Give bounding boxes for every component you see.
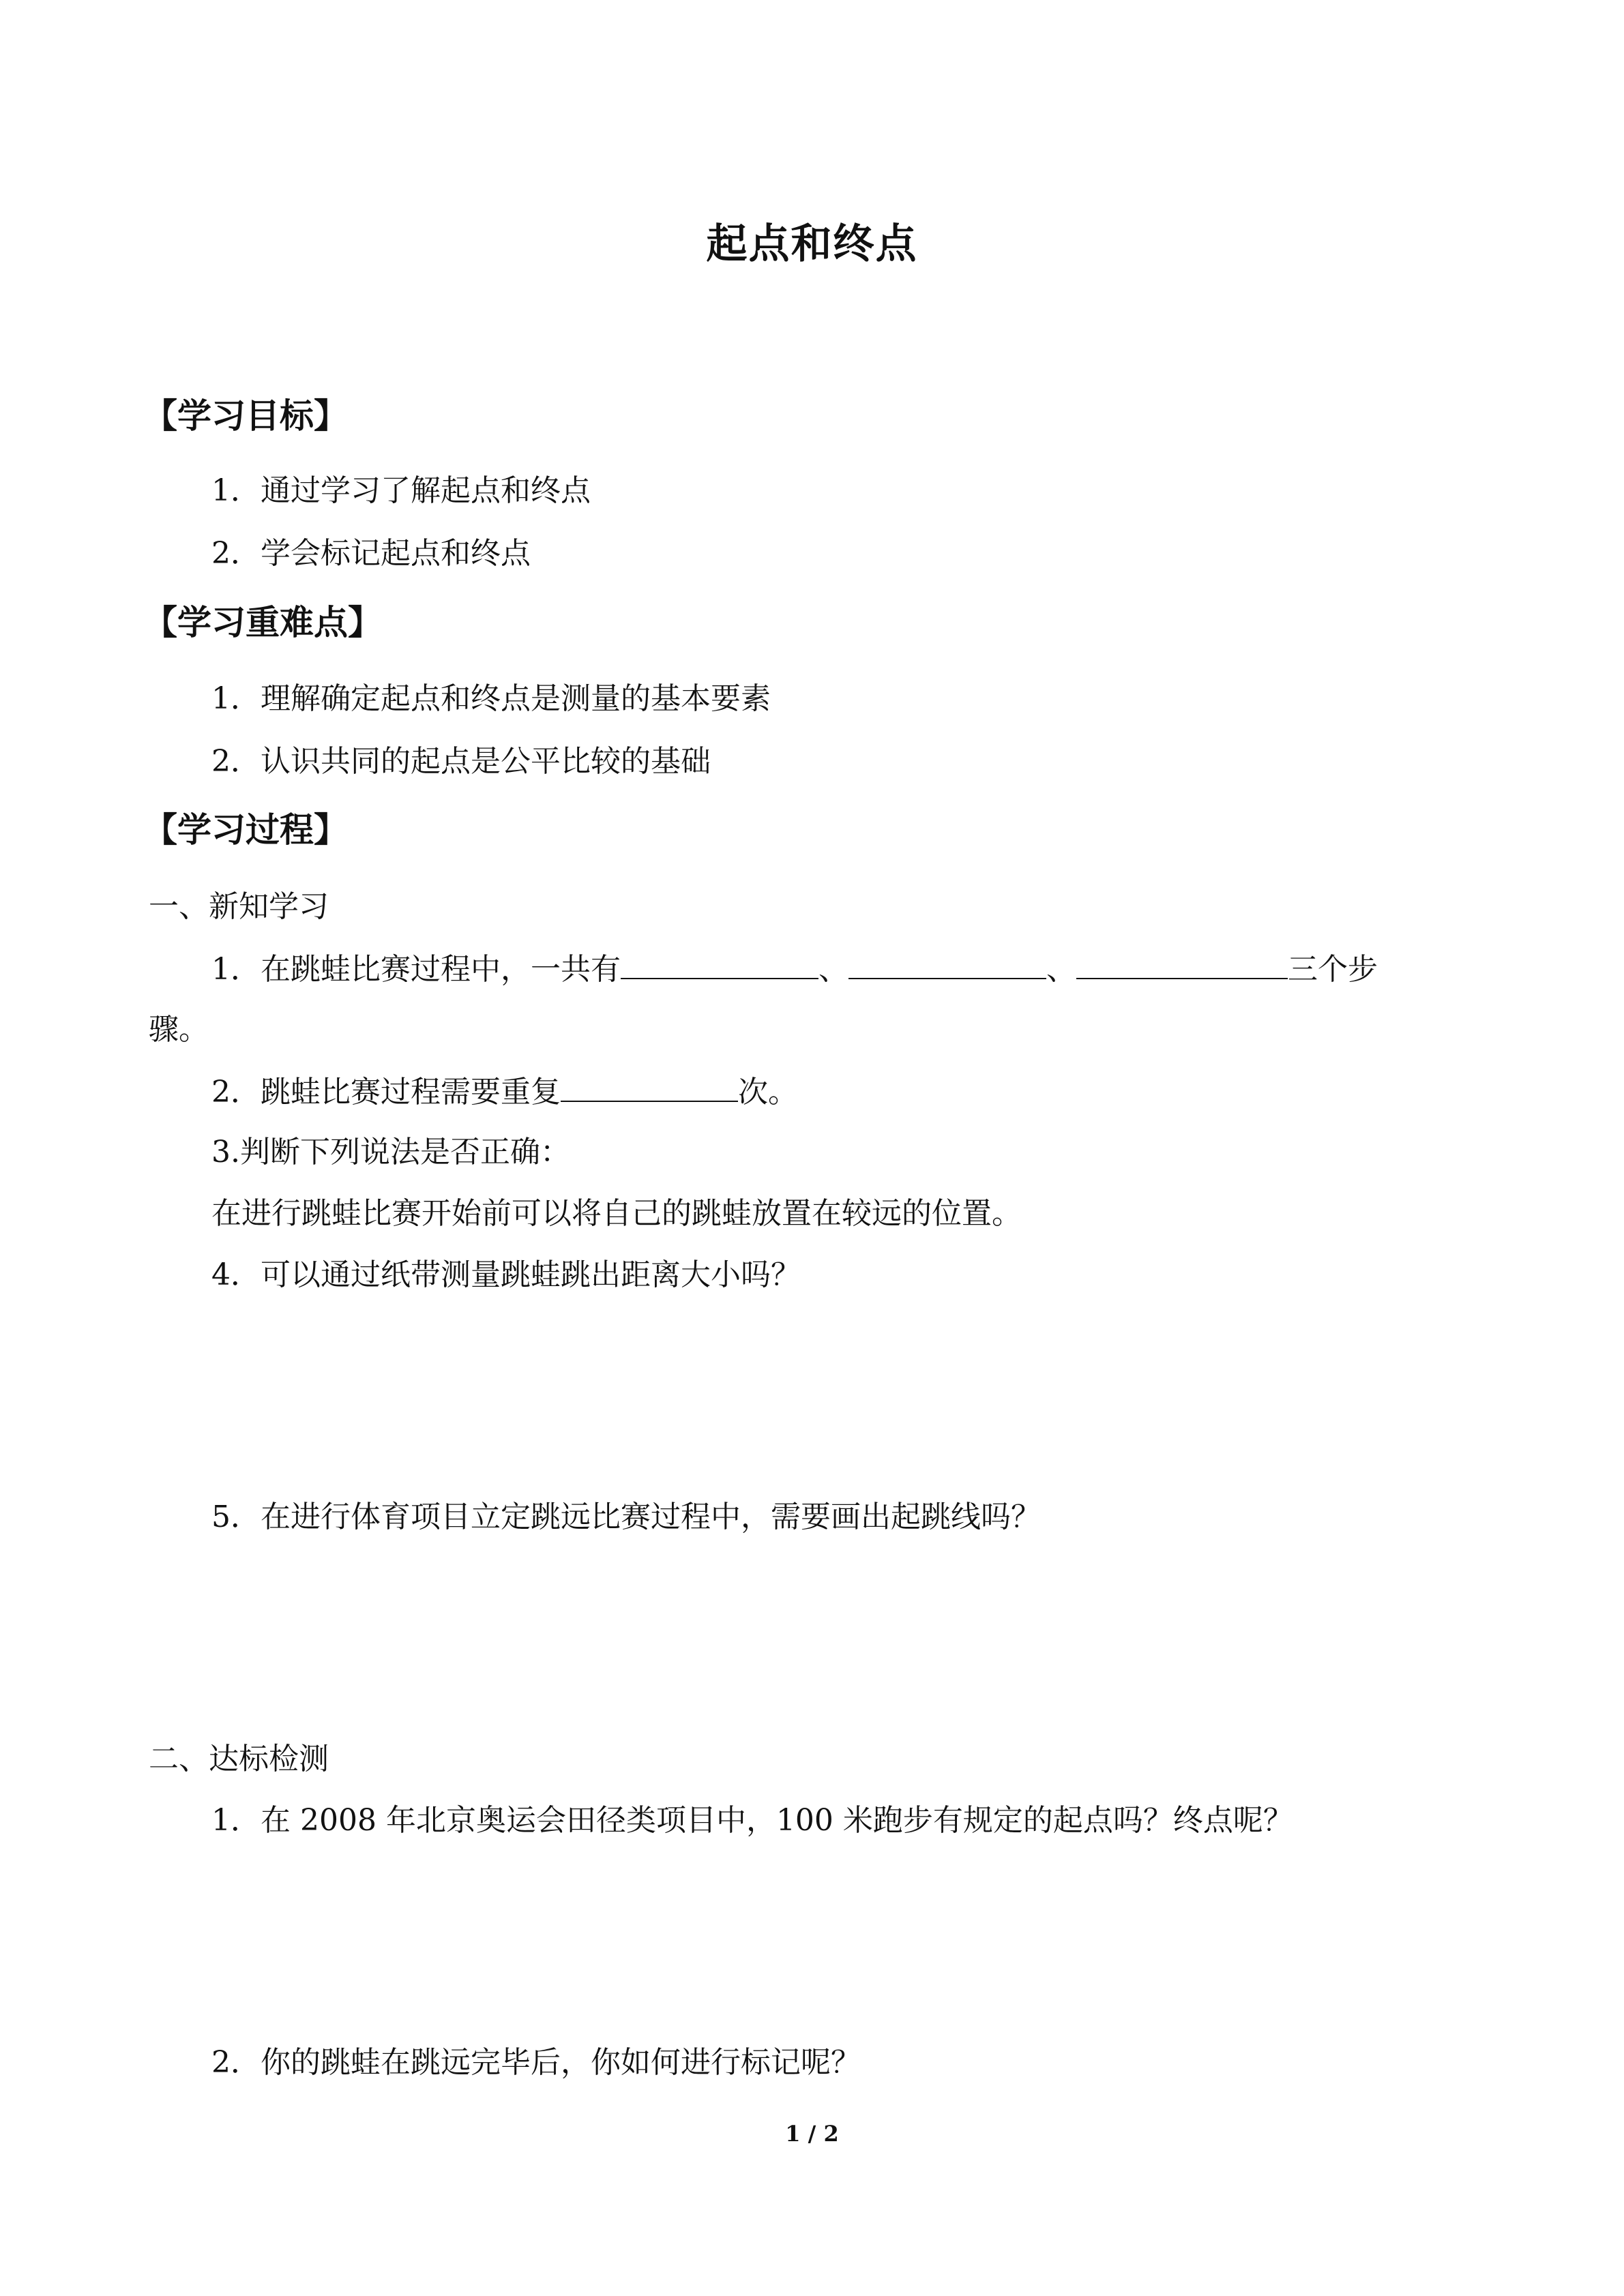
question-1-separator-1: 、 (818, 952, 848, 987)
heading-key-points: 【学习重难点】 (143, 603, 382, 642)
heading-learning-process: 【学习过程】 (143, 810, 348, 850)
heading-learning-goals: 【学习目标】 (143, 396, 348, 436)
check-question-1: 1．在 2008 年北京奥运会田径类项目中，100 米跑步有规定的起点吗？终点呢？ (211, 1803, 1293, 1838)
page-number: 1 / 2 (785, 2121, 839, 2147)
key-point-item-2: 2．认识共同的起点是公平比较的基础 (211, 744, 711, 779)
question-2-suffix: 次。 (738, 1075, 798, 1109)
key-point-item-1: 1．理解确定起点和终点是测量的基本要素 (211, 681, 771, 716)
answer-blank-3[interactable] (1076, 951, 1288, 979)
check-question-2: 2．你的跳蛙在跳远完毕后，你如何进行标记呢？ (211, 2045, 861, 2080)
answer-blank-1[interactable] (621, 951, 818, 979)
question-2-prefix: 2．跳蛙比赛过程需要重复 (211, 1075, 561, 1109)
question-1-line (211, 949, 1378, 990)
question-2-line (211, 1072, 798, 1113)
question-1-separator-2: 、 (1046, 952, 1076, 987)
part1-heading: 一、新知学习 (149, 889, 329, 924)
goal-item-2: 2．学会标记起点和终点 (211, 536, 531, 571)
question-5: 5．在进行体育项目立定跳远比赛过程中，需要画出起跳线吗？ (211, 1500, 1041, 1534)
question-4: 4．可以通过纸带测量跳蛙跳出距离大小吗？ (211, 1257, 801, 1292)
goal-item-1: 1．通过学习了解起点和终点 (211, 473, 591, 508)
question-1-prefix: 1．在跳蛙比赛过程中，一共有 (211, 952, 621, 987)
question-1-suffix: 三个步 (1288, 952, 1378, 987)
page-title: 起点和终点 (706, 220, 918, 268)
question-3-statement: 在进行跳蛙比赛开始前可以将自己的跳蛙放置在较远的位置。 (211, 1196, 1022, 1231)
question-3: 3.判断下列说法是否正确： (211, 1135, 570, 1169)
answer-blank-2[interactable] (848, 951, 1046, 979)
part2-heading: 二、达标检测 (149, 1742, 329, 1776)
question-1-continuation: 骤。 (149, 1012, 209, 1047)
answer-blank-4[interactable] (561, 1073, 738, 1102)
